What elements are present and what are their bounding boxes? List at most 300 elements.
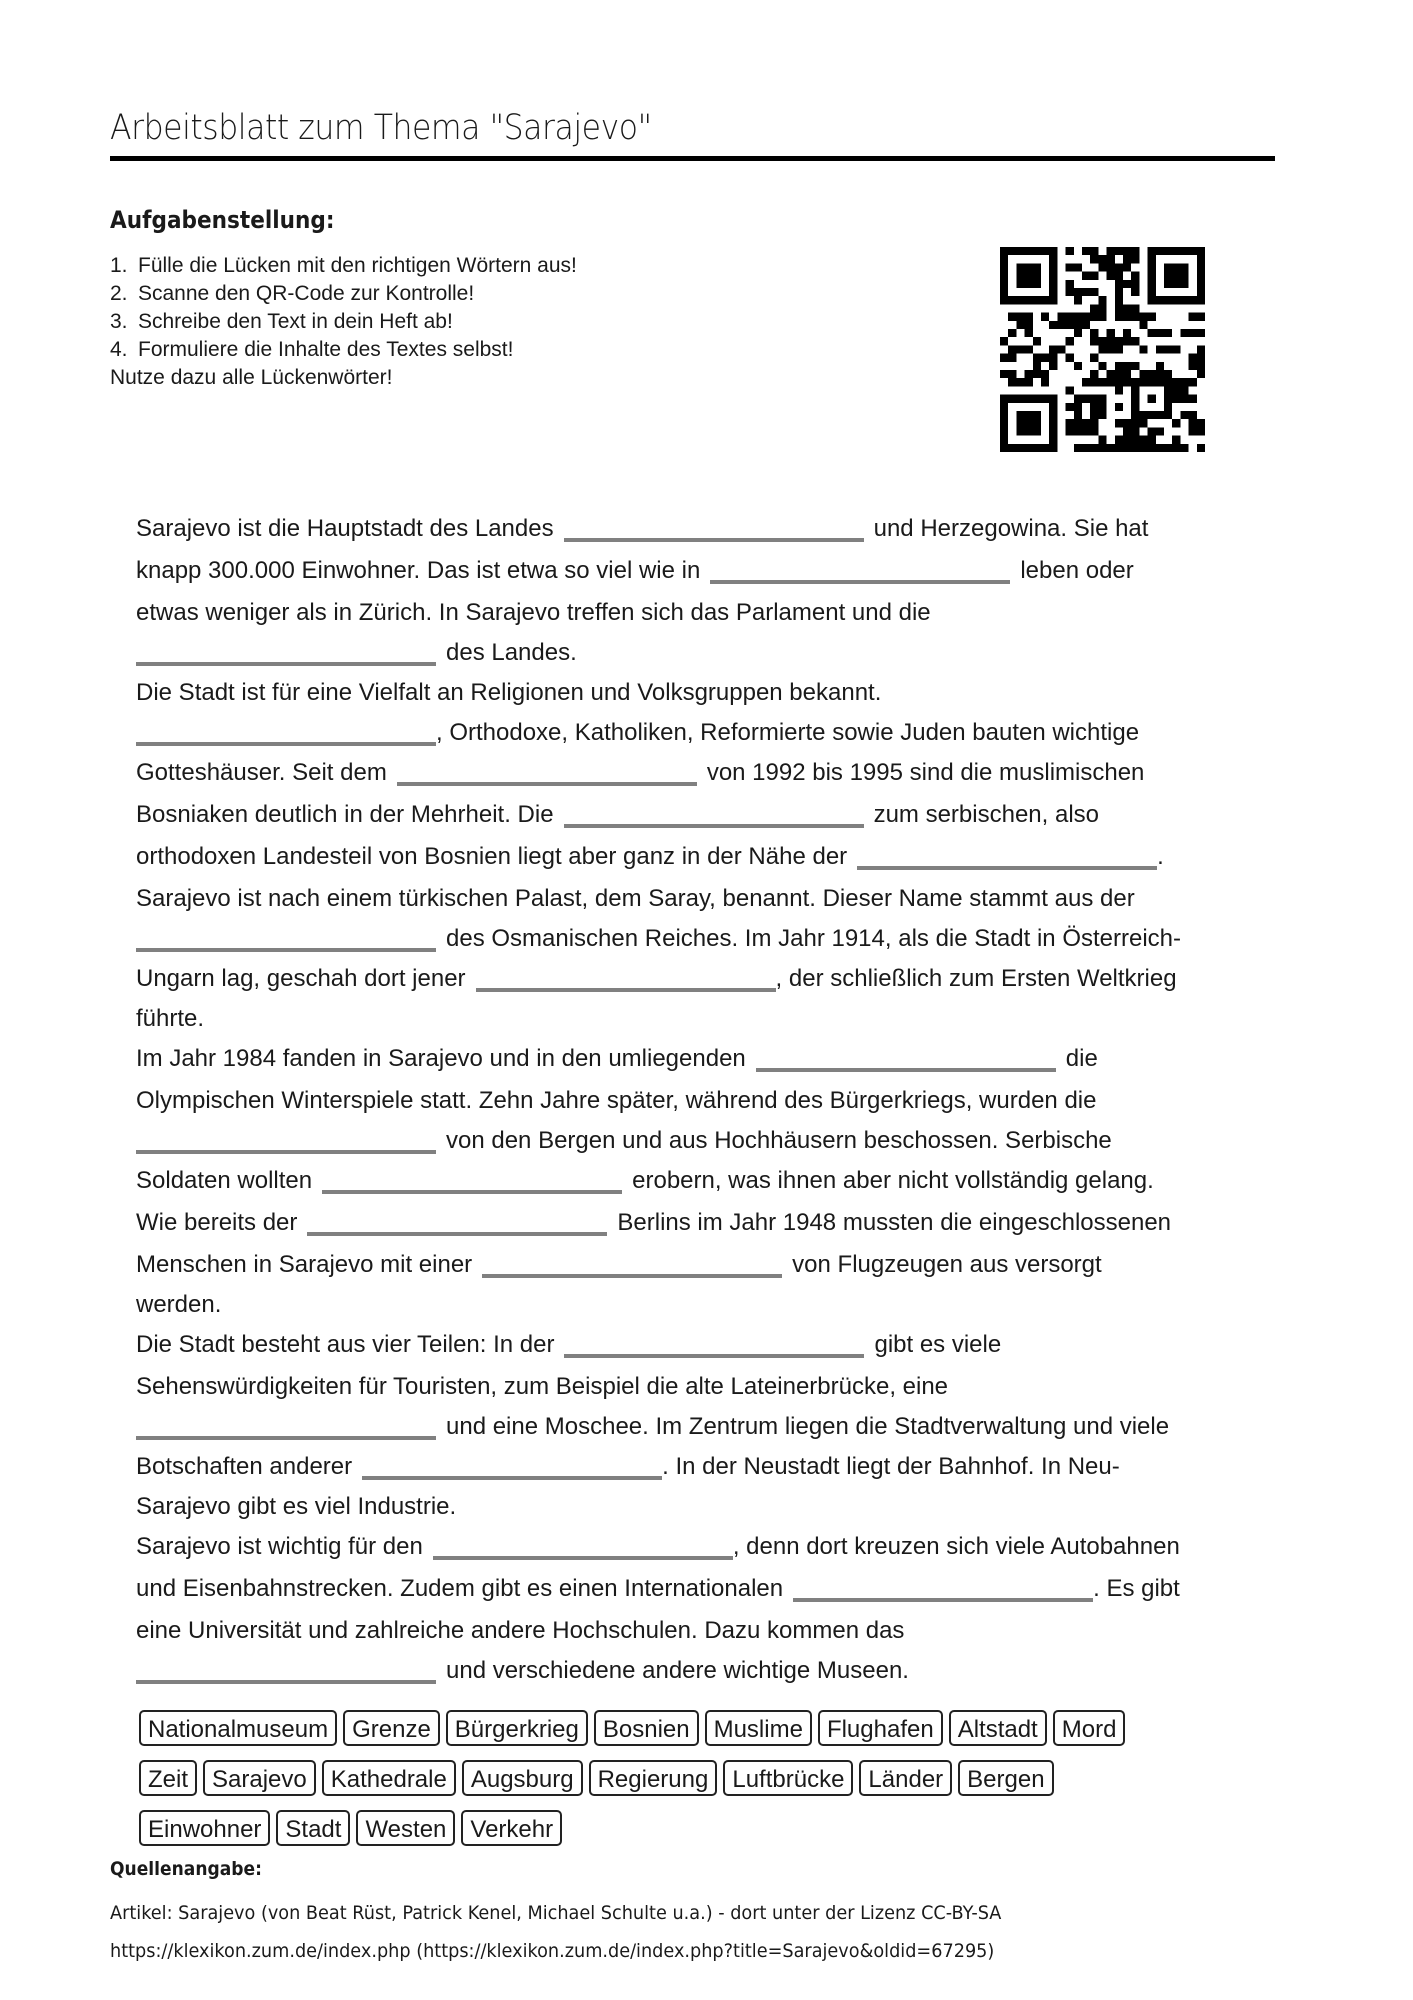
- qr-module: [1000, 436, 1008, 444]
- qr-module: [1025, 321, 1033, 329]
- task-item: [110, 280, 577, 308]
- qr-module: [1148, 444, 1156, 452]
- qr-module: [1025, 272, 1033, 280]
- qr-module: [1074, 362, 1082, 370]
- qr-module: [1172, 247, 1180, 255]
- source-heading: Quellenangabe:: [110, 1858, 262, 1880]
- qr-module: [1098, 436, 1106, 444]
- qr-module: [1107, 370, 1115, 378]
- qr-module: [1074, 296, 1082, 304]
- qr-module: [1090, 288, 1098, 296]
- qr-module: [1164, 329, 1172, 337]
- qr-module: [1131, 337, 1139, 345]
- qr-module: [1082, 444, 1090, 452]
- qr-module: [1016, 263, 1024, 271]
- qr-module: [1197, 263, 1205, 271]
- word-chip[interactable]: Kathedrale: [322, 1760, 456, 1796]
- qr-module: [1090, 395, 1098, 403]
- qr-module: [1025, 345, 1033, 353]
- text-segment: . Es gibt: [1093, 1575, 1180, 1602]
- text-segment: Sehenswürdigkeiten für Touristen, zum Beispiel die alte Lateinerbrücke, eine: [136, 1373, 949, 1400]
- text-segment: und verschiedene andere wichtige Museen.: [446, 1657, 909, 1684]
- qr-module: [1107, 337, 1115, 345]
- qr-module: [1082, 395, 1090, 403]
- qr-module: [1000, 255, 1008, 263]
- blank-field[interactable]: [564, 1328, 864, 1358]
- qr-module: [1148, 329, 1156, 337]
- qr-module: [1033, 272, 1041, 280]
- text-segment: Ungarn lag, geschah dort jener: [136, 965, 466, 992]
- qr-module: [1197, 345, 1205, 353]
- word-chip[interactable]: Bürgerkrieg: [446, 1710, 588, 1746]
- qr-module: [1033, 444, 1041, 452]
- qr-module: [1057, 321, 1065, 329]
- qr-module: [1025, 313, 1033, 321]
- blank-field[interactable]: [433, 1530, 733, 1560]
- qr-module: [1016, 272, 1024, 280]
- qr-module: [1025, 280, 1033, 288]
- word-bank: [139, 1710, 1239, 1860]
- qr-module: [1016, 427, 1024, 435]
- qr-module: [1000, 395, 1008, 403]
- qr-module: [1131, 419, 1139, 427]
- qr-module: [1049, 444, 1057, 452]
- qr-module: [1123, 247, 1131, 255]
- blank-field[interactable]: [756, 1042, 1056, 1072]
- text-segment: eine Universität und zahlreiche andere Hochschulen. Dazu kommen das: [136, 1617, 905, 1644]
- qr-module: [1131, 313, 1139, 321]
- qr-module: [1139, 411, 1147, 419]
- word-chip[interactable]: Bergen: [958, 1760, 1053, 1796]
- qr-module: [1197, 272, 1205, 280]
- text-line: [136, 1038, 1266, 1080]
- word-chip[interactable]: Nationalmuseum: [139, 1710, 337, 1746]
- blank-field[interactable]: [857, 840, 1157, 870]
- qr-module: [1180, 263, 1188, 271]
- word-chip[interactable]: Stadt: [276, 1810, 350, 1846]
- qr-module: [1115, 378, 1123, 386]
- qr-module: [1189, 427, 1197, 435]
- text-segment: . In der Neustadt liegt der Bahnhof. In Neu-: [662, 1453, 1120, 1480]
- qr-module: [1172, 280, 1180, 288]
- qr-module: [1000, 280, 1008, 288]
- qr-module: [1123, 444, 1131, 452]
- qr-module: [1131, 378, 1139, 386]
- text-segment: von den Bergen und aus Hochhäusern beschossen. Serbische: [446, 1127, 1112, 1154]
- qr-module: [1033, 419, 1041, 427]
- qr-module: [1189, 313, 1197, 321]
- word-chip[interactable]: Westen: [356, 1810, 455, 1846]
- word-chip[interactable]: Luftbrücke: [723, 1760, 853, 1796]
- qr-module: [1074, 329, 1082, 337]
- qr-module: [1197, 329, 1205, 337]
- qr-module: [1049, 345, 1057, 353]
- qr-module: [1098, 395, 1106, 403]
- qr-module: [1025, 427, 1033, 435]
- qr-module: [1189, 247, 1197, 255]
- qr-module: [1025, 296, 1033, 304]
- qr-module: [1016, 247, 1024, 255]
- qr-module: [1025, 263, 1033, 271]
- word-chip[interactable]: Altstadt: [949, 1710, 1047, 1746]
- qr-module: [1000, 411, 1008, 419]
- qr-module: [1115, 280, 1123, 288]
- text-line: [136, 592, 1266, 634]
- text-segment: und Eisenbahnstrecken. Zudem gibt es einen Internationalen: [136, 1575, 784, 1602]
- qr-module: [1156, 296, 1164, 304]
- word-chip[interactable]: Länder: [859, 1760, 952, 1796]
- word-chip[interactable]: Mord: [1053, 1710, 1126, 1746]
- qr-module: [1049, 272, 1057, 280]
- qr-module: [1008, 395, 1016, 403]
- qr-module: [1090, 329, 1098, 337]
- qr-module: [1148, 272, 1156, 280]
- qr-module: [1098, 296, 1106, 304]
- text-segment: zum serbischen, also: [873, 801, 1099, 828]
- qr-module: [1057, 345, 1065, 353]
- qr-module: [1148, 427, 1156, 435]
- text-line: [136, 1080, 1266, 1122]
- qr-module: [1033, 395, 1041, 403]
- text-line: [136, 714, 1266, 752]
- text-line: [136, 1408, 1266, 1446]
- blank-field[interactable]: [362, 1450, 662, 1480]
- qr-module: [1033, 247, 1041, 255]
- qr-module: [1115, 436, 1123, 444]
- blank-field[interactable]: [136, 1410, 436, 1440]
- qr-module: [1107, 263, 1115, 271]
- qr-module: [1148, 378, 1156, 386]
- qr-module: [1123, 378, 1131, 386]
- qr-module: [1090, 304, 1098, 312]
- qr-module: [1025, 444, 1033, 452]
- blank-field[interactable]: [476, 962, 776, 992]
- qr-module: [1139, 313, 1147, 321]
- qr-module: [1090, 411, 1098, 419]
- qr-module: [1180, 378, 1188, 386]
- qr-module: [1131, 280, 1139, 288]
- word-chip[interactable]: Bosnien: [594, 1710, 699, 1746]
- qr-module: [1000, 288, 1008, 296]
- qr-module: [1025, 370, 1033, 378]
- word-bank-row: [139, 1810, 1239, 1860]
- qr-module: [1139, 370, 1147, 378]
- word-chip[interactable]: Grenze: [343, 1710, 440, 1746]
- source-url: https://klexikon.zum.de/index.php (https://klexikon.zum.de/index.php?title=Sarajevo&oldid=67295): [110, 1940, 995, 1962]
- qr-module: [1115, 272, 1123, 280]
- qr-module: [1115, 403, 1123, 411]
- word-chip[interactable]: Flughafen: [818, 1710, 943, 1746]
- word-chip[interactable]: Sarajevo: [203, 1760, 316, 1796]
- qr-module: [1098, 263, 1106, 271]
- qr-module: [1139, 378, 1147, 386]
- qr-module: [1066, 337, 1074, 345]
- text-segment: Sarajevo ist wichtig für den: [136, 1533, 423, 1560]
- qr-module: [1172, 419, 1180, 427]
- qr-module: [1164, 386, 1172, 394]
- qr-module: [1098, 345, 1106, 353]
- text-segment: knapp 300.000 Einwohner. Das ist etwa so viel wie in: [136, 557, 701, 584]
- qr-module: [1164, 247, 1172, 255]
- qr-module: [1033, 427, 1041, 435]
- qr-module: [1090, 337, 1098, 345]
- qr-module: [1172, 386, 1180, 394]
- text-segment: Olympischen Winterspiele statt. Zehn Jahre später, während des Bürgerkriegs, wurden die: [136, 1087, 1097, 1114]
- text-line: [136, 836, 1266, 878]
- qr-module: [1033, 263, 1041, 271]
- qr-module: [1082, 272, 1090, 280]
- blank-field[interactable]: [322, 1164, 622, 1194]
- qr-module: [1016, 296, 1024, 304]
- qr-module: [1049, 362, 1057, 370]
- qr-module: [1115, 419, 1123, 427]
- qr-module: [1008, 345, 1016, 353]
- qr-module: [1148, 436, 1156, 444]
- qr-module: [1180, 247, 1188, 255]
- qr-module: [1033, 370, 1041, 378]
- qr-module: [1156, 378, 1164, 386]
- qr-module: [1033, 354, 1041, 362]
- word-chip[interactable]: Zeit: [139, 1760, 197, 1796]
- qr-module: [1098, 411, 1106, 419]
- qr-module: [1000, 247, 1008, 255]
- qr-module: [1041, 378, 1049, 386]
- blank-field[interactable]: [136, 636, 436, 666]
- qr-module: [1016, 280, 1024, 288]
- qr-module: [1016, 378, 1024, 386]
- qr-module: [1115, 313, 1123, 321]
- qr-module: [1139, 444, 1147, 452]
- text-segment: Im Jahr 1984 fanden in Sarajevo und in den umliegenden: [136, 1045, 746, 1072]
- qr-module: [1172, 345, 1180, 353]
- qr-module: [1148, 370, 1156, 378]
- qr-module: [1049, 247, 1057, 255]
- text-segment: des Osmanischen Reiches. Im Jahr 1914, als die Stadt in Österreich-: [446, 925, 1181, 952]
- title-divider: [110, 156, 1275, 161]
- qr-module: [1131, 362, 1139, 370]
- qr-module: [1180, 411, 1188, 419]
- blank-field[interactable]: [710, 554, 1010, 584]
- qr-module: [1033, 296, 1041, 304]
- task-text: Nutze dazu alle Lückenwörter!: [110, 366, 393, 389]
- qr-module: [1000, 427, 1008, 435]
- qr-module: [1041, 313, 1049, 321]
- qr-module: [1107, 378, 1115, 386]
- qr-module: [1074, 419, 1082, 427]
- qr-module: [1115, 263, 1123, 271]
- text-segment: orthodoxen Landesteil von Bosnien liegt aber ganz in der Nähe der: [136, 843, 848, 870]
- word-chip[interactable]: Einwohner: [139, 1810, 270, 1846]
- qr-module: [1148, 247, 1156, 255]
- blank-field[interactable]: [564, 512, 864, 542]
- text-line: [136, 1488, 1266, 1526]
- qr-module: [1033, 280, 1041, 288]
- qr-module: [1016, 411, 1024, 419]
- qr-module: [1008, 354, 1016, 362]
- qr-module: [1164, 370, 1172, 378]
- qr-module: [1131, 386, 1139, 394]
- qr-module: [1008, 296, 1016, 304]
- qr-module: [1082, 321, 1090, 329]
- qr-module: [1189, 296, 1197, 304]
- text-line: [136, 878, 1266, 920]
- qr-module: [1082, 427, 1090, 435]
- qr-module: [1000, 272, 1008, 280]
- text-segment: , der schließlich zum Ersten Weltkrieg: [775, 965, 1177, 992]
- qr-module: [1156, 370, 1164, 378]
- qr-module: [1123, 427, 1131, 435]
- qr-module: [1074, 263, 1082, 271]
- task-item-continuation: [110, 364, 577, 392]
- word-bank-row: [139, 1760, 1239, 1810]
- text-segment: Soldaten wollten: [136, 1167, 313, 1194]
- qr-module: [1115, 337, 1123, 345]
- text-segment: Sarajevo ist nach einem türkischen Palast, dem Saray, benannt. Dieser Name stammt aus der: [136, 885, 1135, 912]
- blank-field[interactable]: [564, 798, 864, 828]
- text-segment: Die Stadt ist für eine Vielfalt an Religionen und Volksgruppen bekannt.: [136, 679, 882, 706]
- qr-module: [1164, 296, 1172, 304]
- qr-module: [1180, 329, 1188, 337]
- qr-module: [1148, 255, 1156, 263]
- text-line: [136, 508, 1266, 550]
- qr-module: [1008, 370, 1016, 378]
- text-line: [136, 1244, 1266, 1286]
- qr-module: [1139, 345, 1147, 353]
- qr-module: [1098, 313, 1106, 321]
- task-number: 2.: [110, 282, 128, 305]
- qr-module: [1164, 403, 1172, 411]
- qr-module: [1197, 427, 1205, 435]
- text-segment: und eine Moschee. Im Zentrum liegen die Stadtverwaltung und viele: [446, 1413, 1170, 1440]
- blank-field[interactable]: [793, 1572, 1093, 1602]
- qr-code-icon: [1000, 247, 1205, 452]
- qr-module: [1189, 329, 1197, 337]
- qr-module: [1098, 255, 1106, 263]
- text-line: [136, 1568, 1266, 1610]
- qr-module: [1000, 354, 1008, 362]
- text-segment: und Herzegowina. Sie hat: [873, 515, 1149, 542]
- blank-field[interactable]: [136, 922, 436, 952]
- qr-module: [1066, 427, 1074, 435]
- qr-module: [1025, 247, 1033, 255]
- text-segment: von 1992 bis 1995 sind die muslimischen: [706, 759, 1145, 786]
- qr-module: [1164, 411, 1172, 419]
- qr-module: [1082, 247, 1090, 255]
- qr-module: [1041, 395, 1049, 403]
- blank-field[interactable]: [136, 716, 436, 746]
- qr-module: [1033, 362, 1041, 370]
- qr-module: [1115, 362, 1123, 370]
- qr-module: [1074, 321, 1082, 329]
- qr-module: [1156, 411, 1164, 419]
- qr-module: [1123, 255, 1131, 263]
- qr-module: [1000, 263, 1008, 271]
- qr-module: [1082, 313, 1090, 321]
- qr-module: [1107, 444, 1115, 452]
- qr-module: [1131, 436, 1139, 444]
- qr-module: [1057, 313, 1065, 321]
- qr-module: [1090, 313, 1098, 321]
- task-text: Formuliere die Inhalte des Textes selbst!: [138, 338, 514, 361]
- qr-module: [1172, 296, 1180, 304]
- word-bank-row: [139, 1710, 1239, 1760]
- qr-module: [1197, 255, 1205, 263]
- qr-module: [1008, 444, 1016, 452]
- qr-module: [1123, 263, 1131, 271]
- word-chip[interactable]: Muslime: [705, 1710, 812, 1746]
- qr-module: [1090, 403, 1098, 411]
- qr-module: [1008, 313, 1016, 321]
- qr-module: [1082, 288, 1090, 296]
- qr-module: [1156, 329, 1164, 337]
- text-segment: , Orthodoxe, Katholiken, Reformierte sowie Juden bauten wichtige: [436, 719, 1140, 746]
- qr-module: [1049, 427, 1057, 435]
- blank-field[interactable]: [482, 1248, 782, 1278]
- qr-module: [1025, 378, 1033, 386]
- text-segment: gibt es viele: [874, 1331, 1002, 1358]
- qr-module: [1074, 288, 1082, 296]
- qr-module: [1016, 419, 1024, 427]
- qr-module: [1049, 255, 1057, 263]
- qr-module: [1000, 370, 1008, 378]
- qr-module: [1115, 304, 1123, 312]
- qr-module: [1131, 255, 1139, 263]
- qr-module: [1115, 370, 1123, 378]
- worksheet-title: Arbeitsblatt zum Thema "Sarajevo": [110, 108, 652, 148]
- qr-module: [1090, 255, 1098, 263]
- blank-field[interactable]: [136, 1124, 436, 1154]
- qr-module: [1074, 313, 1082, 321]
- text-segment: von Flugzeugen aus versorgt: [792, 1251, 1102, 1278]
- qr-module: [1123, 329, 1131, 337]
- qr-module: [1131, 403, 1139, 411]
- qr-module: [1090, 444, 1098, 452]
- qr-module: [1139, 436, 1147, 444]
- qr-module: [1000, 403, 1008, 411]
- word-chip[interactable]: Verkehr: [461, 1810, 562, 1846]
- word-chip[interactable]: Augsburg: [462, 1760, 583, 1796]
- qr-module: [1180, 386, 1188, 394]
- text-line: [136, 958, 1266, 1000]
- qr-module: [1148, 395, 1156, 403]
- qr-module: [1049, 280, 1057, 288]
- qr-module: [1197, 419, 1205, 427]
- qr-module: [1189, 419, 1197, 427]
- qr-module: [1123, 313, 1131, 321]
- text-segment: leben oder: [1020, 557, 1134, 584]
- blank-field[interactable]: [397, 756, 697, 786]
- qr-module: [1164, 263, 1172, 271]
- qr-module: [1016, 321, 1024, 329]
- qr-module: [1131, 247, 1139, 255]
- text-segment: Sarajevo ist die Hauptstadt des Landes: [136, 515, 554, 542]
- qr-module: [1131, 395, 1139, 403]
- text-segment: Berlins im Jahr 1948 mussten die eingeschlossenen: [617, 1209, 1172, 1236]
- qr-module: [1066, 288, 1074, 296]
- text-line: [136, 1286, 1266, 1324]
- qr-module: [1156, 444, 1164, 452]
- qr-module: [1033, 337, 1041, 345]
- qr-module: [1189, 354, 1197, 362]
- qr-module: [1000, 296, 1008, 304]
- task-number: 3.: [110, 310, 128, 333]
- blank-field[interactable]: [136, 1654, 436, 1684]
- qr-module: [1164, 444, 1172, 452]
- qr-module: [1131, 411, 1139, 419]
- blank-field[interactable]: [307, 1206, 607, 1236]
- word-chip[interactable]: Regierung: [589, 1760, 718, 1796]
- qr-module: [1016, 313, 1024, 321]
